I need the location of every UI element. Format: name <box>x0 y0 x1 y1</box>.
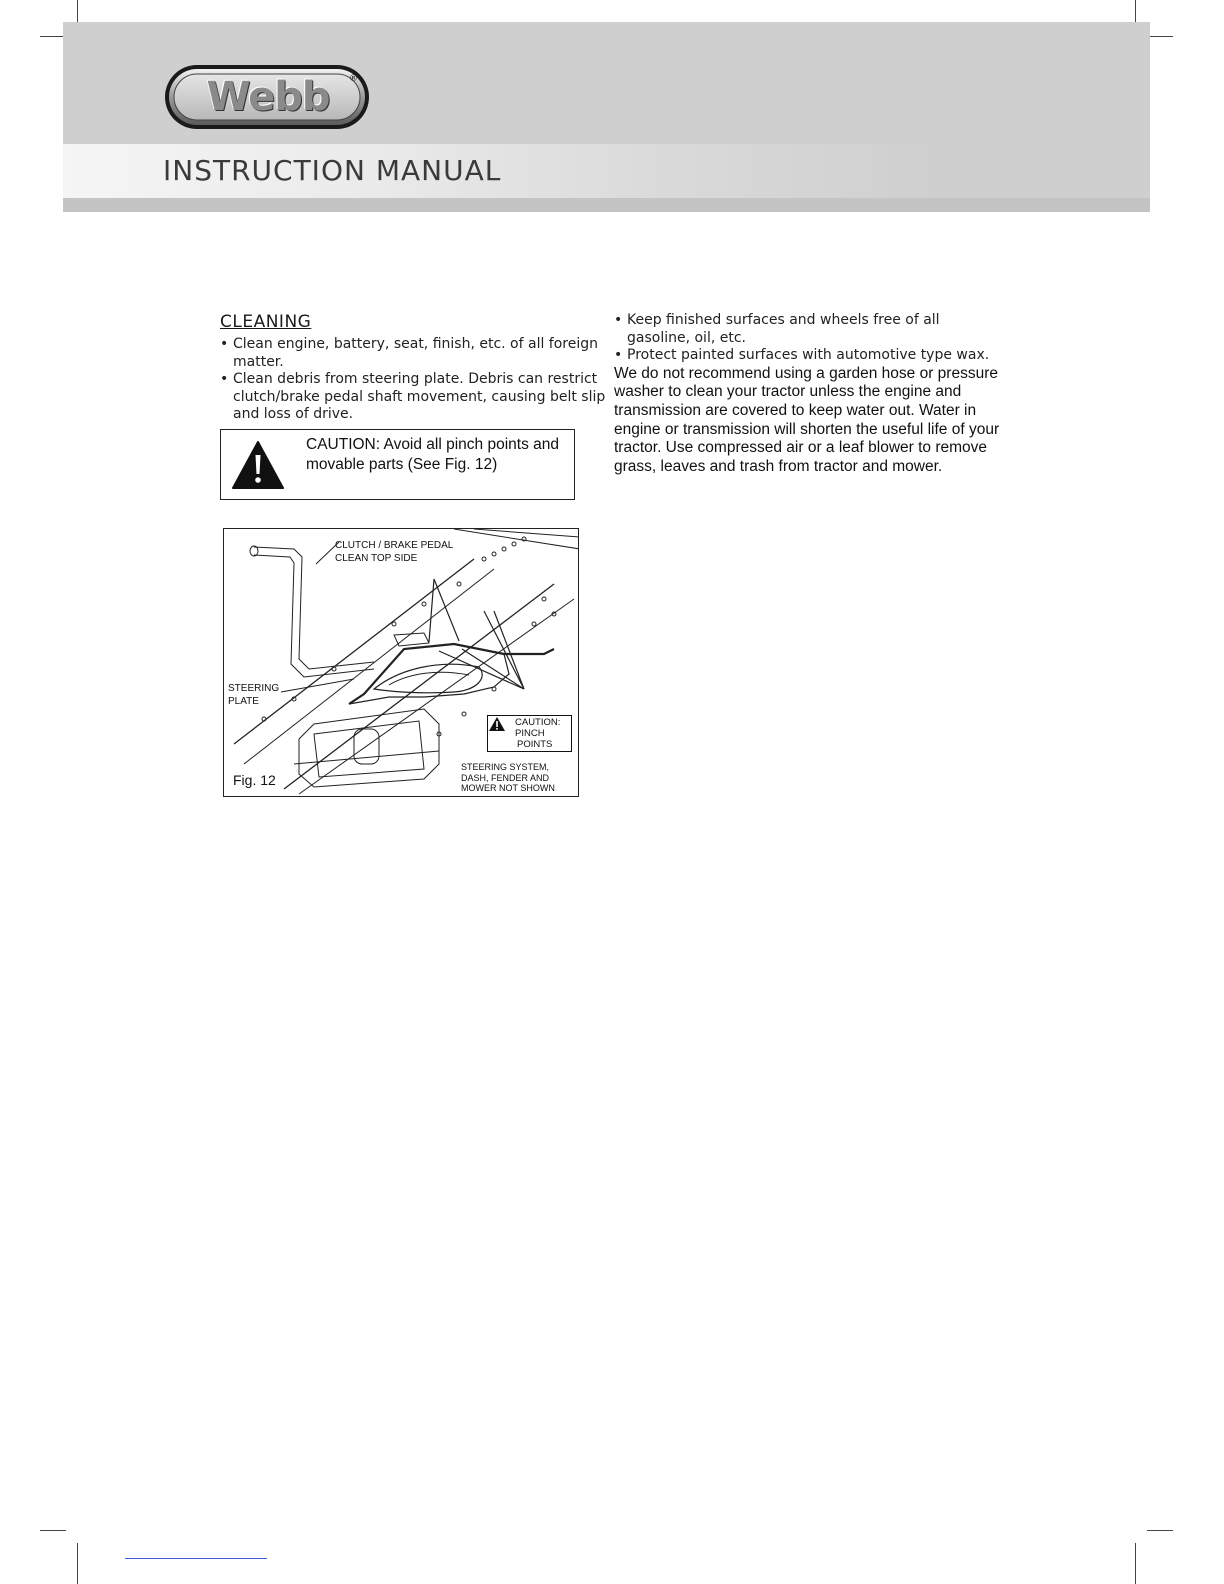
registered-mark: ® <box>349 74 358 84</box>
warning-triangle-icon <box>231 440 285 490</box>
crop-mark <box>1135 0 1136 22</box>
page-header <box>63 22 1150 212</box>
plate-callout <box>228 683 279 708</box>
left-column <box>220 312 610 424</box>
note-line-3: MOWER NOT SHOWN <box>461 783 555 793</box>
pinch-caution-line-2: PINCH <box>515 728 545 739</box>
list-item: • Clean engine, battery, seat, finish, etc. of all foreign matter. <box>220 336 610 371</box>
right-column <box>614 312 1004 477</box>
list-item: • Keep finished surfaces and wheels free of all gasoline, oil, etc. <box>614 312 1004 347</box>
list-item: • Protect painted surfaces with automotive type wax. <box>614 347 1004 365</box>
pinch-caution-text <box>515 717 560 750</box>
plate-label-line-2: PLATE <box>228 695 259 707</box>
crop-mark <box>77 0 78 22</box>
caution-label: CAUTION <box>306 436 376 453</box>
steering-plate-illustration <box>224 529 579 797</box>
section-heading: CLEANING <box>220 312 312 332</box>
list-item: • Clean debris from steering plate. Debris can restrict clutch/brake pedal shaft movement, causing belt slip and loss of drive. <box>220 371 610 424</box>
pedal-label-line-1: CLUTCH / BRAKE PEDAL <box>335 540 454 551</box>
pinch-points-caution <box>487 715 572 752</box>
caution-text <box>306 435 571 474</box>
footer-link-underline[interactable] <box>125 1558 267 1559</box>
pedal-callout <box>335 540 453 565</box>
caution-box <box>220 429 575 500</box>
washing-paragraph: We do not recommend using a garden hose or pressure washer to clean your tractor unless the engine and transmission are covered to keep water out. Water in engine or transmission will shorten the useful life of your tractor. Use compressed air or a leaf blower to remove grass, leaves and trash from tractor and mower. <box>614 364 1000 476</box>
note-line-2: DASH, FENDER AND <box>461 772 550 783</box>
note-line-1: STEERING SYSTEM, <box>461 762 550 772</box>
pinch-caution-line-1: CAUTION: <box>515 717 561 728</box>
right-bullet-list <box>614 312 1004 365</box>
warning-triangle-icon <box>488 716 506 732</box>
crop-mark <box>1147 36 1173 37</box>
crop-mark <box>40 1530 66 1531</box>
crop-mark <box>77 1543 78 1584</box>
webb-logo <box>163 62 373 132</box>
left-bullet-list <box>220 336 610 424</box>
caution-message: : Avoid all pinch points and movable parts (See Fig. 12) <box>306 436 560 473</box>
crop-mark <box>1135 1543 1136 1584</box>
figure-number: Fig. 12 <box>233 772 276 788</box>
header-bottom-strip <box>63 198 1150 212</box>
crop-mark <box>1147 1530 1173 1531</box>
logo-text: Webb <box>206 74 330 120</box>
not-shown-note <box>461 762 555 794</box>
page-title: INSTRUCTION MANUAL <box>163 154 502 187</box>
plate-label-line-1: STEERING <box>228 683 280 694</box>
figure-12 <box>223 528 579 797</box>
pinch-caution-line-3: POINTS <box>517 739 553 750</box>
pedal-label-line-2: CLEAN TOP SIDE <box>335 552 418 564</box>
